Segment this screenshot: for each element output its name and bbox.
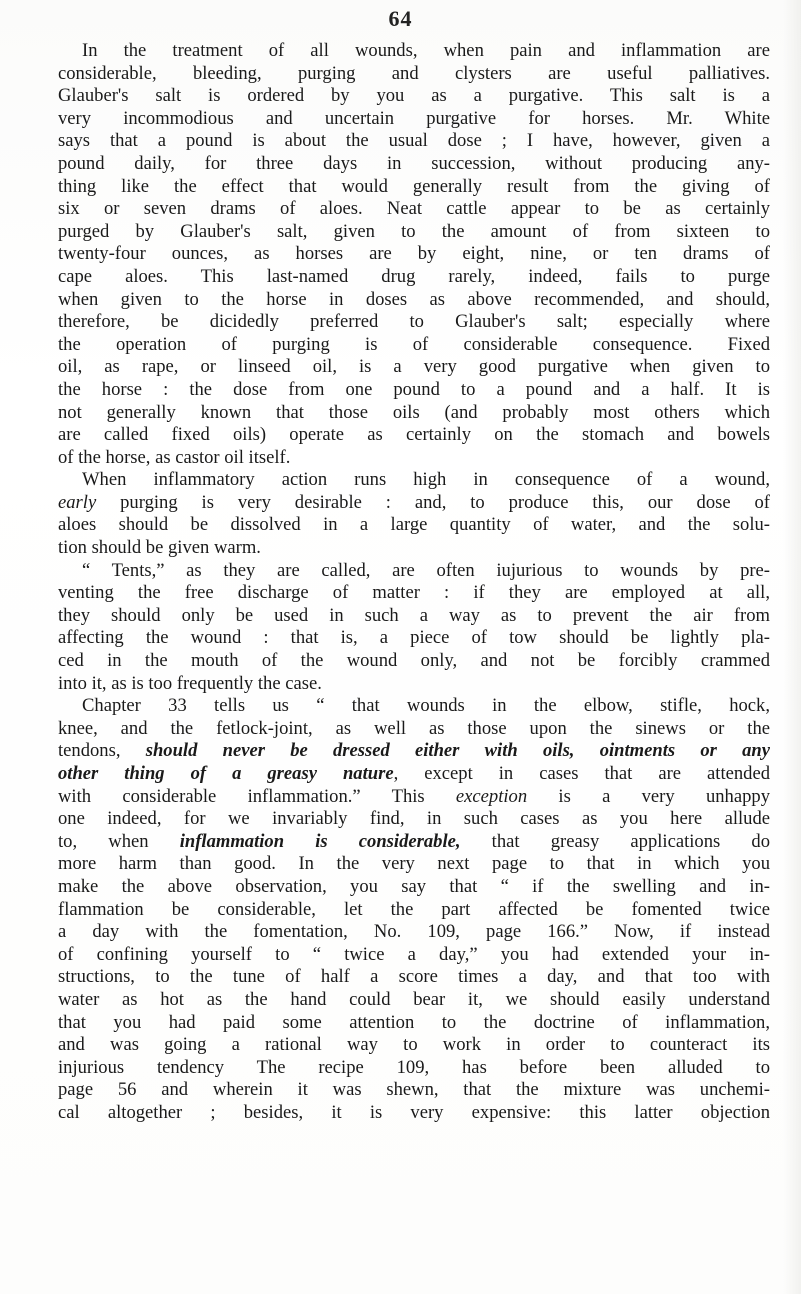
text-line: when given to the horse in doses as above recommended, and should, — [58, 288, 770, 310]
page-number: 64 — [388, 6, 413, 31]
emphasized-text: early — [58, 491, 97, 513]
emphasized-text: inflammation is considerable, — [179, 830, 461, 852]
text-line: injurious tendency The recipe 109, has before been alluded to — [58, 1056, 770, 1078]
text-line: In the treatment of all wounds, when pain and inflammation are — [82, 40, 770, 61]
text-line: into it, as is too frequently the case. — [58, 672, 322, 694]
text-line: Glauber's salt is ordered by you as a purgative. This salt is a — [58, 85, 770, 107]
text-line — [58, 786, 770, 809]
text-line: cape aloes. This last-named drug rarely, indeed, fails to purge — [58, 265, 770, 287]
text-line — [58, 831, 770, 854]
text-line: Chapter 33 tells us “ that wounds in the elbow, stifle, hock, — [82, 695, 770, 717]
text-line: flammation be considerable, let the part affected be fomented twice — [58, 898, 770, 920]
text-line: knee, and the fetlock-joint, as well as those upon the sinews or the — [58, 717, 770, 739]
text-line: affecting the wound : that is, a piece of tow should be lightly pla- — [58, 627, 770, 649]
text-span: tendons, — [58, 740, 146, 762]
text-line — [58, 492, 770, 515]
text-line: very incommodious and uncertain purgative for horses. Mr. White — [58, 107, 770, 129]
text-line: are called fixed oils) operate as certainly on the stomach and bowels — [58, 424, 770, 446]
text-line: page 56 and wherein it was shewn, that the mixture was unchemi- — [58, 1079, 770, 1101]
text-line: venting the free discharge of matter : if they are employed at all, — [58, 582, 770, 604]
text-line: therefore, be dicidedly preferred to Glauber's salt; especially where — [58, 311, 770, 333]
text-line: says that a pound is about the usual dose ; I have, however, given a — [58, 130, 770, 152]
text-line: the horse : the dose from one pound to a pound and a half. It is — [58, 378, 770, 400]
text-line: tion should be given warm. — [58, 537, 261, 559]
text-line: pound daily, for three days in succession, without producing any- — [58, 152, 770, 174]
text-span: , except in cases that are attended — [393, 763, 770, 784]
text-line: and was going a rational way to work in order to counteract its — [58, 1034, 770, 1056]
text-line: water as hot as the hand could bear it, we should easily understand — [58, 988, 770, 1010]
text-span: with considerable inflammation.” This — [58, 785, 456, 807]
text-span: to, when — [58, 830, 180, 852]
body-text — [58, 40, 770, 1125]
text-line: six or seven drams of aloes. Neat cattle appear to be as certainly — [58, 198, 770, 220]
text-line: oil, as rape, or linseed oil, is a very good purgative when given to — [58, 356, 770, 378]
text-line: one indeed, for we invariably find, in such cases as you here allude — [58, 808, 770, 830]
text-line: cal altogether ; besides, it is very expensive: this latter objection — [58, 1101, 770, 1123]
text-line: considerable, bleeding, purging and clysters are useful palliatives. — [58, 62, 770, 84]
text-line: When inflammatory action runs high in consequence of a wound, — [82, 469, 770, 491]
text-line: more harm than good. In the very next page to that in which you — [58, 853, 770, 875]
page-edge-shadow — [783, 0, 801, 1294]
text-span: purging is very desirable : and, to produce this, our dose of — [96, 491, 770, 513]
text-line: “ Tents,” as they are called, are often iujurious to wounds by pre- — [82, 559, 770, 581]
text-line: purged by Glauber's salt, given to the amount of from sixteen to — [58, 220, 770, 242]
text-span: that greasy applications do — [460, 830, 770, 852]
text-line: twenty-four ounces, as horses are by eight, nine, or ten drams of — [58, 243, 770, 265]
emphasized-text: other thing of a greasy nature — [58, 763, 394, 784]
text-line: thing like the effect that would generally result from the giving of — [58, 175, 770, 197]
text-line: of confining yourself to “ twice a day,” you had extended your in- — [58, 943, 770, 965]
text-line: a day with the fomentation, No. 109, page 166.” Now, if instead — [58, 921, 770, 943]
text-line: the operation of purging is of considerable consequence. Fixed — [58, 333, 770, 355]
text-line — [58, 740, 770, 763]
text-line — [58, 763, 770, 786]
emphasized-text: should never be dressed either with oils, ointments or any — [145, 740, 770, 762]
text-line: of the horse, as castor oil itself. — [58, 446, 291, 468]
text-span: is a very unhappy — [527, 785, 770, 807]
text-line: they should only be used in such a way as to prevent the air from — [58, 604, 770, 626]
text-line: that you had paid some attention to the doctrine of inflammation, — [58, 1011, 770, 1033]
text-line: aloes should be dissolved in a large quantity of water, and the solu- — [58, 514, 770, 536]
text-line: not generally known that those oils (and probably most others which — [58, 401, 770, 423]
text-line: ced in the mouth of the wound only, and not be forcibly crammed — [58, 650, 770, 672]
text-line: make the above observation, you say that “ if the swelling and in- — [58, 875, 770, 897]
text-line: structions, to the tune of half a score times a day, and that too with — [58, 966, 770, 988]
emphasized-text: exception — [455, 785, 528, 807]
